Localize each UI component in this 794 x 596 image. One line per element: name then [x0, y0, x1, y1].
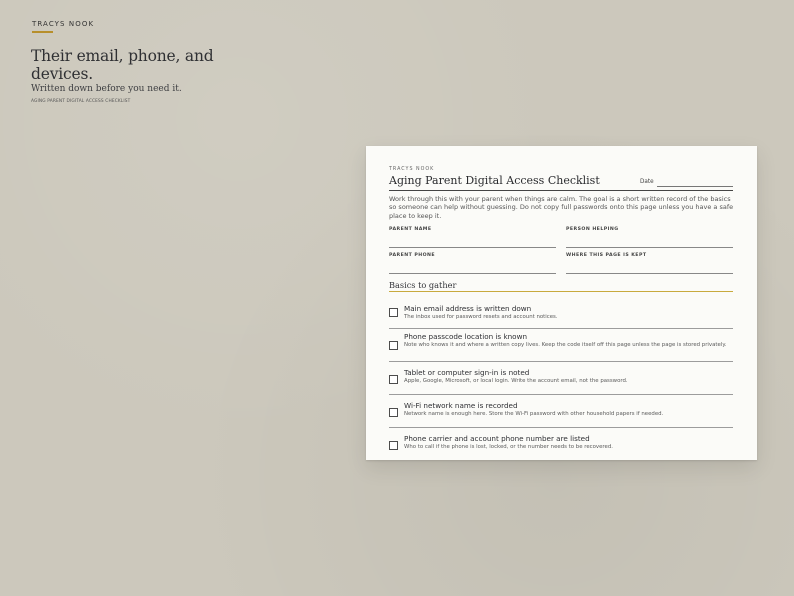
checklist-sheet [366, 146, 757, 460]
brand-accent-rule [32, 31, 53, 33]
section-title: Basics to gather [389, 280, 457, 290]
item-description: Note who knows it and where a written copy lives. Keep the code itself off this page unless the page is stored privately. [404, 342, 727, 348]
item-divider [389, 361, 733, 362]
parent-name-field[interactable] [389, 247, 556, 248]
checkbox[interactable] [389, 441, 398, 450]
date-label: Date [640, 179, 654, 185]
item-divider [389, 328, 733, 329]
checkbox[interactable] [389, 308, 398, 317]
brand-name: TRACYS NOOK [32, 20, 95, 28]
item-title: Wi-Fi network name is recorded [404, 401, 518, 410]
sheet-title: Aging Parent Digital Access Checklist [389, 174, 600, 187]
checklist-item [389, 401, 733, 431]
hero-title: Their email, phone, and devices. [31, 47, 214, 83]
item-title: Tablet or computer sign-in is noted [404, 368, 530, 377]
checklist-item [389, 434, 733, 458]
hero-tagline: AGING PARENT DIGITAL ACCESS CHECKLIST [31, 99, 131, 104]
item-description: Apple, Google, Microsoft, or local login. Write the account email, not the password. [404, 378, 628, 384]
checkbox[interactable] [389, 408, 398, 417]
item-divider [389, 394, 733, 395]
checklist-item [389, 302, 733, 332]
item-title: Phone carrier and account phone number are listed [404, 434, 590, 443]
checkbox[interactable] [389, 375, 398, 384]
section-divider [389, 291, 733, 292]
item-divider [389, 427, 733, 428]
hero-subtitle: Written down before you need it. [31, 84, 182, 94]
date-field-line[interactable] [657, 186, 733, 187]
intro-text: Work through this with your parent when things are calm. The goal is a short written record of the basics so someone can help without guessing. Do not copy full passwords onto this page unless you have a safe place to keep it. [389, 195, 734, 220]
item-description: Who to call if the phone is lost, locked, or the number needs to be recovered. [404, 444, 613, 450]
sheet-brand: TRACYS NOOK [389, 167, 435, 172]
parent-phone-field[interactable] [389, 273, 556, 274]
item-description: The inbox used for password resets and account notices. [404, 314, 558, 320]
parent-phone-label: PARENT PHONE [389, 253, 436, 258]
page-location-label: WHERE THIS PAGE IS KEPT [566, 253, 647, 258]
parent-name-label: PARENT NAME [389, 227, 432, 232]
item-title: Main email address is written down [404, 304, 532, 313]
item-description: Network name is enough here. Store the Wi-Fi password with other household papers if needed. [404, 411, 664, 417]
person-helping-field[interactable] [566, 247, 733, 248]
checklist-item [389, 368, 733, 398]
item-title: Phone passcode location is known [404, 332, 528, 341]
checkbox[interactable] [389, 341, 398, 350]
page-location-field[interactable] [566, 273, 733, 274]
title-divider [389, 190, 733, 191]
person-helping-label: PERSON HELPING [566, 227, 619, 232]
checklist-item [389, 332, 733, 366]
